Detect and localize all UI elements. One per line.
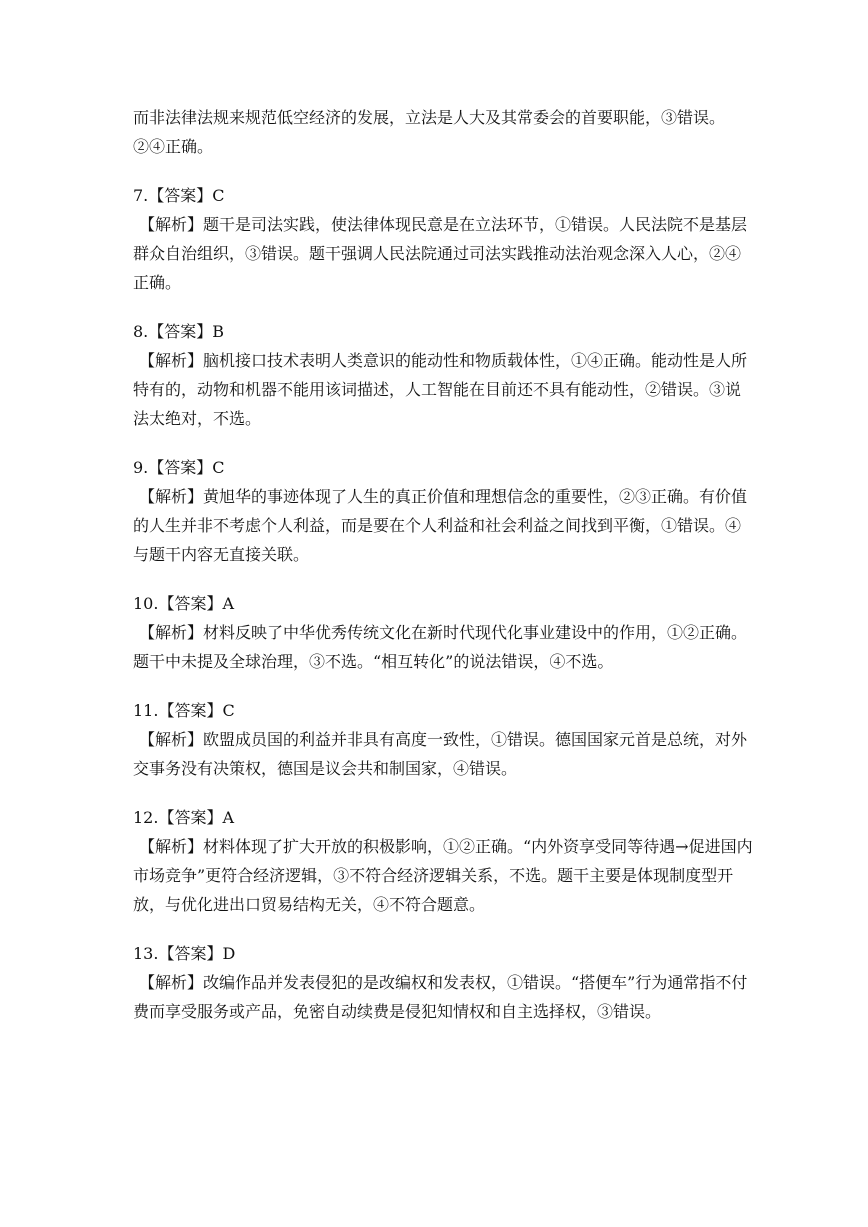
analysis-10-text: 【解析】材料反映了中华优秀传统文化在新时代现代化事业建设中的作用，①②正确。题干中未提及全球治理，③不选。“相互转化”的说法错误，④不选。 bbox=[133, 623, 748, 671]
analysis-10 bbox=[133, 618, 753, 676]
analysis-9 bbox=[133, 482, 753, 569]
answer-7: 7.【答案】C bbox=[133, 186, 225, 205]
analysis-11 bbox=[133, 725, 753, 783]
analysis-7 bbox=[133, 210, 753, 297]
question-item-9 bbox=[133, 453, 753, 569]
answer-11: 11.【答案】C bbox=[133, 701, 235, 720]
answer-8: 8.【答案】B bbox=[133, 322, 225, 341]
answer-13: 13.【答案】D bbox=[133, 944, 236, 963]
answer-9: 9.【答案】C bbox=[133, 458, 225, 477]
analysis-7-text: 【解析】题干是司法实践，使法律体现民意是在立法环节，①错误。人民法院不是基层群众自治组织，③错误。题干强调人民法院通过司法实践推动法治观念深入人心，②④正确。 bbox=[133, 215, 748, 292]
analysis-12-text: 【解析】材料体现了扩大开放的积极影响，①②正确。“内外资享受同等待遇→促进国内市场竞争”更符合经济逻辑，③不符合经济逻辑关系，不选。题干主要是体现制度型开放，与优化进出口贸易结构无关，④不符合题意。 bbox=[133, 837, 753, 914]
analysis-13-text: 【解析】改编作品并发表侵犯的是改编权和发表权，①错误。“搭便车”行为通常指不付费而享受服务或产品，免密自动续费是侵犯知情权和自主选择权，③错误。 bbox=[133, 973, 748, 1021]
answer-12: 12.【答案】A bbox=[133, 808, 235, 827]
previous-analysis-continuation: 而非法律法规来规范低空经济的发展，立法是人大及其常委会的首要职能，③错误。②④正确。 bbox=[133, 108, 726, 156]
answer-10: 10.【答案】A bbox=[133, 594, 235, 613]
question-item-10 bbox=[133, 589, 753, 676]
analysis-8 bbox=[133, 346, 753, 433]
analysis-11-text: 【解析】欧盟成员国的利益并非具有高度一致性，①错误。德国国家元首是总统，对外交事务没有决策权，德国是议会共和制国家，④错误。 bbox=[133, 730, 748, 778]
analysis-8-text: 【解析】脑机接口技术表明人类意识的能动性和物质载体性，①④正确。能动性是人所特有的，动物和机器不能用该词描述，人工智能在目前还不具有能动性，②错误。③说法太绝对，不选。 bbox=[133, 351, 748, 428]
question-item-7 bbox=[133, 181, 753, 297]
answer-sheet-page bbox=[133, 103, 753, 1046]
question-item-12 bbox=[133, 803, 753, 919]
question-item-11 bbox=[133, 696, 753, 783]
question-item-8 bbox=[133, 317, 753, 433]
analysis-9-text: 【解析】黄旭华的事迹体现了人生的真正价值和理想信念的重要性，②③正确。有价值的人生并非不考虑个人利益，而是要在个人利益和社会利益之间找到平衡，①错误。④与题干内容无直接关联。 bbox=[133, 487, 748, 564]
analysis-12 bbox=[133, 832, 753, 919]
analysis-13 bbox=[133, 968, 753, 1026]
question-item-13 bbox=[133, 939, 753, 1026]
